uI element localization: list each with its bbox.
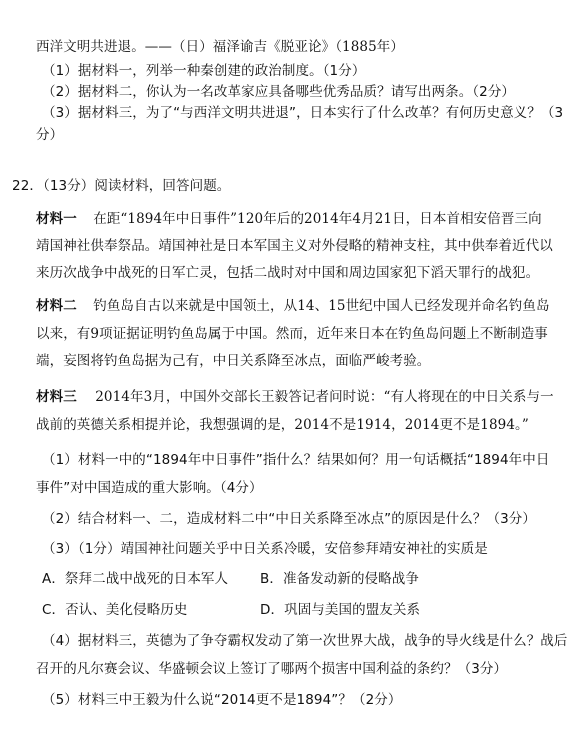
question-21-2: （2）据材料二，你认为一名改革家应具备哪些优秀品质？请写出两条。（2分） bbox=[42, 84, 516, 100]
source-citation: 西洋文明共进退。——（日）福泽谕吉《脱亚论》（1885年） bbox=[36, 39, 405, 55]
subquestion-1-line-1: （1）材料一中的“1894年中日事件”指什么？结果如何？用一句话概括“1894年中日 bbox=[42, 452, 550, 468]
question-21-3: （3）据材料三，为了“与西洋文明共进退”，日本实行了什么改革？有何历史意义？（3 bbox=[42, 105, 564, 121]
option-a: A．祭拜二战中战死的日本军人 bbox=[42, 571, 229, 587]
subquestion-5: （5）材料三中王毅为什么说“2014更不是1894”？（2分） bbox=[42, 692, 402, 708]
question-21-3-continued: 分） bbox=[36, 127, 64, 143]
material-2-line-3: 端，妄图将钓鱼岛据为己有，中日关系降至冰点，面临严峻考验。 bbox=[36, 353, 431, 369]
material-3-text-1: 2014年3月，中国外交部长王毅答记者问时说：“有人将现在的中日关系与一 bbox=[95, 389, 554, 405]
subquestion-1-line-2: 事件”对中国造成的重大影响。（4分） bbox=[36, 480, 263, 496]
material-1-line-1 bbox=[36, 210, 542, 228]
material-1-text-1: 在距“1894年中日事件”120年后的2014年4月21日，日本首相安倍晋三向 bbox=[93, 211, 542, 227]
material-3-line-2: 战前的英德关系相提并论，我想强调的是，2014不是1914，2014更不是1894。” bbox=[36, 417, 529, 433]
material-2-line-1 bbox=[36, 297, 550, 315]
material-2-label: 材料二 bbox=[36, 298, 77, 314]
material-1-label: 材料一 bbox=[36, 211, 77, 227]
material-2-line-2: 以来，有9项证据证明钓鱼岛属于中国。然而，近年来日本在钓鱼岛问题上不断制造事 bbox=[36, 326, 548, 342]
subquestion-2: （2）结合材料一、二，造成材料二中“中日关系降至冰点”的原因是什么？（3分） bbox=[42, 511, 536, 527]
subquestion-4-line-1: （4）据材料三，英德为了争夺霸权发动了第一次世界大战，战争的导火线是什么？战后 bbox=[42, 633, 568, 649]
option-d: D．巩固与美国的盟友关系 bbox=[260, 602, 421, 618]
material-3-label: 材料三 bbox=[36, 389, 77, 405]
question-22-header: 22．（13分）阅读材料，回答问题。 bbox=[12, 178, 231, 194]
material-2-text-1: 钓鱼岛自古以来就是中国领土，从14、15世纪中国人已经发现并命名钓鱼岛 bbox=[93, 298, 550, 314]
subquestion-4-line-2: 召开的凡尔赛会议、华盛顿会议上签订了哪两个损害中国利益的条约？（3分） bbox=[36, 661, 508, 677]
option-c: C．否认、美化侵略历史 bbox=[42, 602, 188, 618]
subquestion-3: （3）（1分）靖国神社问题关乎中日关系冷暖，安倍参拜靖安神社的实质是 bbox=[42, 541, 488, 557]
material-1-line-2: 靖国神社供奉祭品。靖国神社是日本军国主义对外侵略的精神支柱，其中供奉着近代以 bbox=[36, 238, 553, 254]
question-21-1: （1）据材料一，列举一种秦创建的政治制度。（1分） bbox=[42, 63, 366, 79]
option-b: B．准备发动新的侵略战争 bbox=[260, 571, 419, 587]
material-1-line-3: 来历次战争中战死的日军亡灵，包括二战时对中国和周边国家犯下滔天罪行的战犯。 bbox=[36, 265, 540, 281]
material-3-line-1 bbox=[36, 388, 554, 406]
